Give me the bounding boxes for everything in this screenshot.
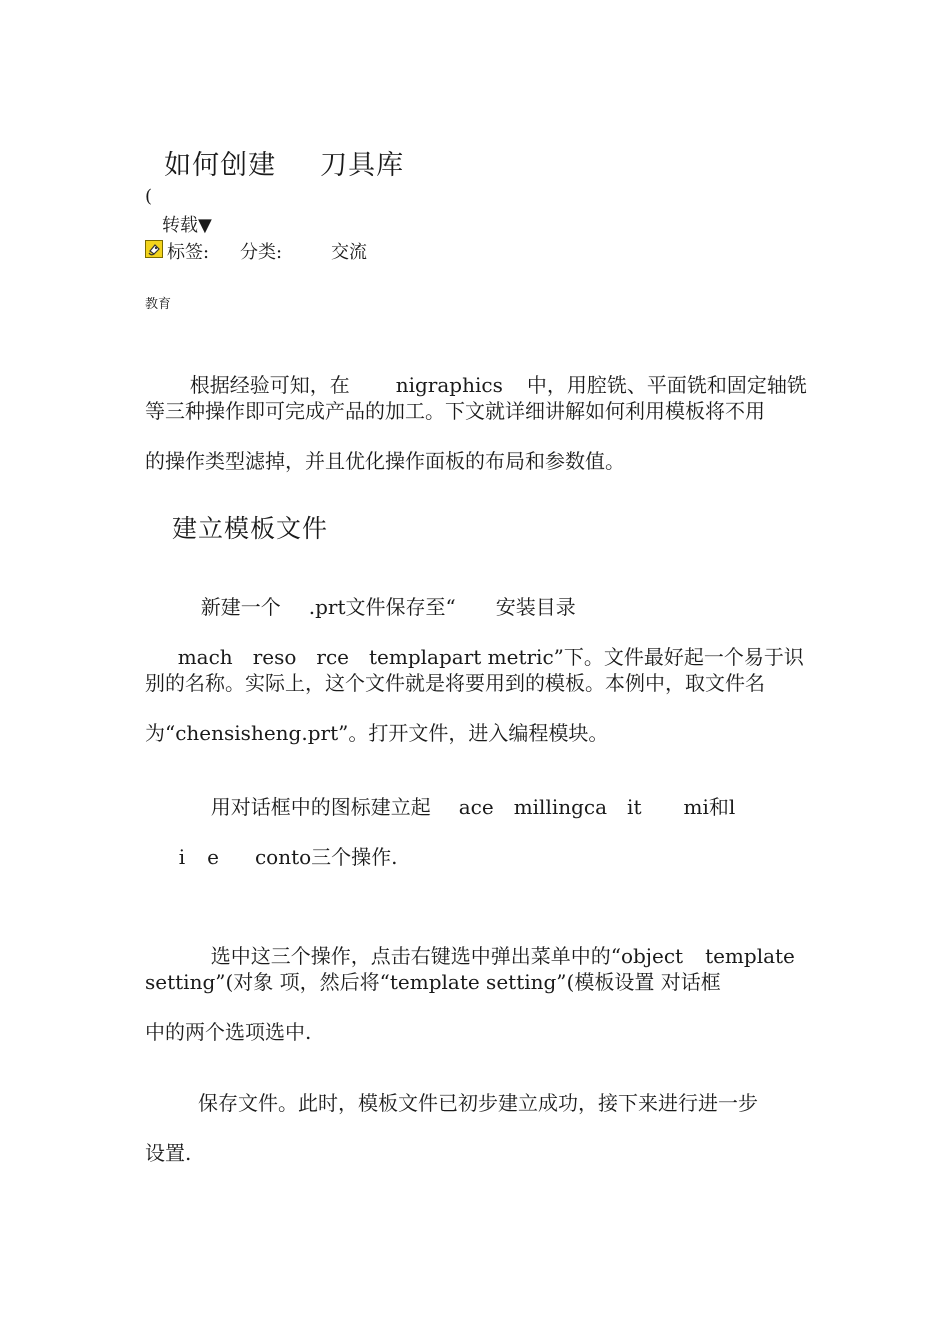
p1-line-3: 别的名称。实际上，这个文件就是将要用到的模板。本例中，取文件名 [145,671,765,695]
p3-text: 选中这三个操作，点击右键选中弹出菜单中的“object [210,944,684,968]
p3-text: template [705,944,795,968]
p3-line-3: 中的两个选项选中. [145,1020,312,1044]
p1-line-2 [165,617,804,670]
tag-icon [145,240,163,258]
intro-line-3: 的操作类型滤掉，并且优化操作面板的布局和参数值。 [145,449,625,473]
p1-text: 新建一个 [200,595,281,619]
p1-text: reso [252,645,297,669]
category-value[interactable]: 交流 [331,242,367,263]
intro-line-1 [177,345,807,398]
intro-text: nigraphics [395,373,503,397]
tags-label: 标签: [167,242,210,263]
p1-text: rce [316,645,350,669]
page-title-right: 刀具库 [320,150,405,181]
p2-line-1 [198,767,735,820]
p1-text: 安装目录 [495,595,576,619]
p1-line-1 [188,567,576,620]
p2-text: conto三个操作. [254,845,398,869]
intro-text: 中，用腔铣、平面铣和固定轴铣 [526,373,807,397]
p4-line-1: 保存文件。此时，模板文件已初步建立成功，接下来进行进一步 [198,1091,758,1115]
p2-text: i [178,845,186,869]
p1-text: mach [177,645,233,669]
p3-line-1 [198,916,795,969]
p2-text: mi和l [683,795,736,819]
p4-line-2: 设置. [145,1141,192,1165]
intro-line-2: 等三种操作即可完成产品的加工。下文就详细讲解如何利用模板将不用 [145,399,765,423]
section-heading: 建立模板文件 [172,514,329,543]
p2-text: it [627,795,642,819]
page-title-left: 如何创建 [164,150,277,181]
p2-text: e [207,845,219,869]
p2-text: millingca [513,795,608,819]
p1-line-4: 为“chensisheng.prt”。打开文件，进入编程模块。 [145,721,609,745]
category-cont[interactable]: 教育 [145,297,172,312]
page-title [145,112,404,182]
p1-text: .prt文件保存至“ [308,595,456,619]
p1-text: templapart metric”下。文件最好起一个易于识 [369,645,804,669]
p2-text: ace [458,795,494,819]
category-label: 分类: [240,242,283,263]
p2-line-2 [166,817,398,870]
intro-text: 根据经验可知，在 [189,373,350,397]
p2-text: 用对话框中的图标建立起 [210,795,431,819]
p3-line-2: setting”(对象 项，然后将“template setting”(模板设置 对话框 [145,970,721,994]
repost-link[interactable]: 转载▼ [162,215,212,236]
meta-paren: ( [145,186,153,207]
